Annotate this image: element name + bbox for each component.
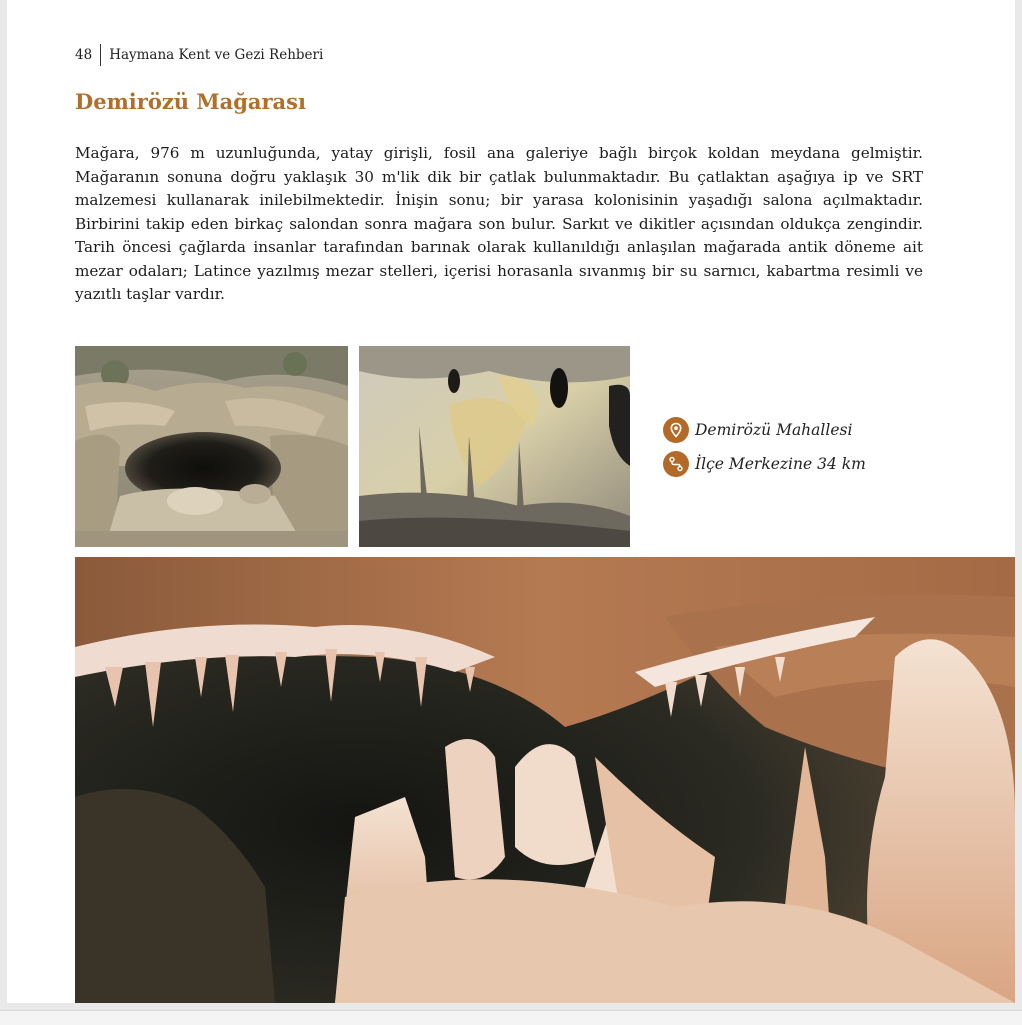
distance-label: İlçe Merkezine 34 km bbox=[695, 455, 866, 473]
stalactite-cave-photo bbox=[75, 557, 1015, 1003]
page-number: 48 bbox=[75, 47, 93, 63]
book-title: Haymana Kent ve Gezi Rehberi bbox=[109, 47, 324, 63]
info-box bbox=[663, 416, 866, 484]
distance-row bbox=[663, 450, 866, 478]
next-page-edge bbox=[0, 1010, 1022, 1025]
book-page bbox=[7, 0, 1015, 1003]
running-header bbox=[75, 44, 323, 66]
location-pin-icon bbox=[663, 417, 689, 443]
cave-wall-photo bbox=[359, 346, 630, 547]
location-label: Demirözü Mahallesi bbox=[695, 421, 853, 439]
route-icon bbox=[663, 451, 689, 477]
location-row bbox=[663, 416, 866, 444]
section-title: Demirözü Mağarası bbox=[75, 89, 306, 114]
section-body: Mağara, 976 m uzunluğunda, yatay girişli, fosil ana galeriye bağlı birçok koldan meydana gelmiştir. Mağaranın sonuna doğru yaklaşık 30 m'lik dik bir çatlak bulunmaktadır. Bu çatlaktan aşağıya ip ve SRT malzemesi kullanarak inilebilmektedir. İnişin sonu; bir yarasa kolonisinin yaşadığı salona açılmaktadır. Birbirini takip eden birkaç salondan sonra mağara son bulur. Sarkıt ve dikitler açısından oldukça zengindir. Tarih öncesi çağlarda insanlar tarafından barınak olarak kullanıldığı anlaşılan mağarada antik döneme ait mezar odaları; Latince yazılmış mezar stelleri, içerisi horasanla sıvanmış bir su sarnıcı, kabartma resimli ve yazıtlı taşlar vardır. bbox=[75, 144, 923, 303]
header-divider bbox=[100, 44, 101, 66]
cave-entrance-photo bbox=[75, 346, 348, 547]
